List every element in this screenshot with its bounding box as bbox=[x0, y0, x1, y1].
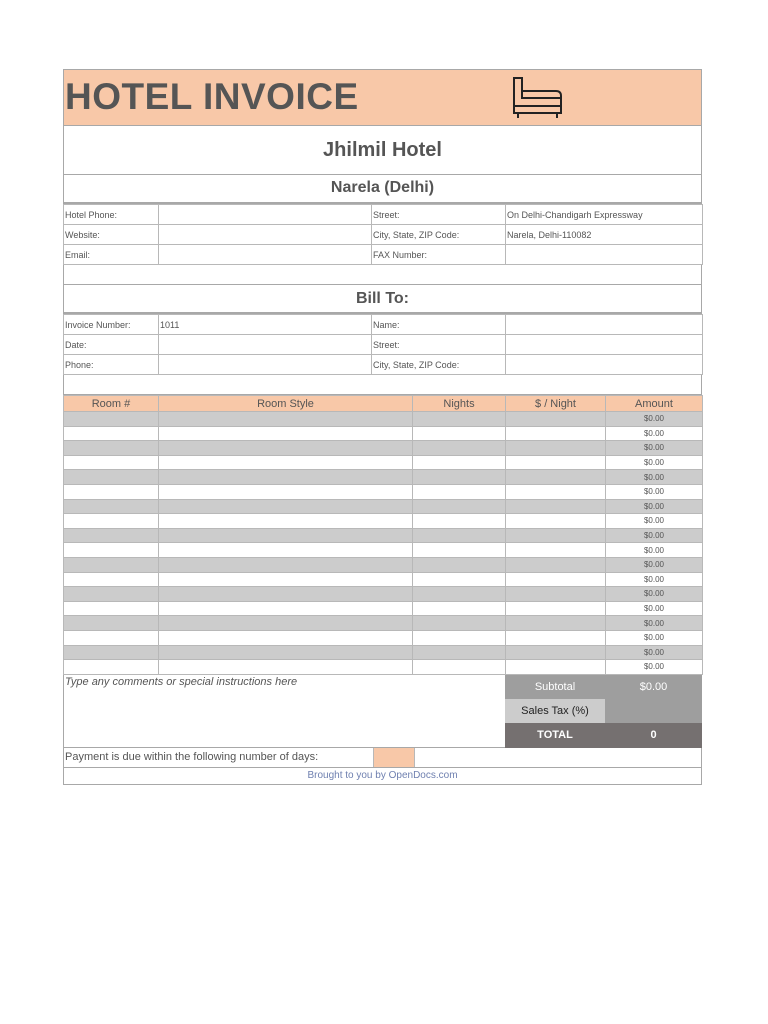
rate-cell[interactable] bbox=[506, 441, 606, 456]
amount-cell: $0.00 bbox=[606, 470, 703, 485]
amount-cell: $0.00 bbox=[606, 499, 703, 514]
bill-to-heading: Bill To: bbox=[63, 285, 702, 314]
summary-section bbox=[63, 675, 702, 748]
item-row bbox=[64, 470, 703, 485]
room-style-cell[interactable] bbox=[159, 470, 413, 485]
nights-cell[interactable] bbox=[413, 412, 506, 427]
item-row bbox=[64, 499, 703, 514]
rate-cell[interactable] bbox=[506, 412, 606, 427]
totals-panel bbox=[505, 675, 702, 748]
field-label: Website: bbox=[64, 225, 159, 245]
sales-tax-row bbox=[505, 699, 702, 723]
nights-cell[interactable] bbox=[413, 484, 506, 499]
field-label: Street: bbox=[372, 335, 506, 355]
column-header: Amount bbox=[606, 396, 703, 412]
items-table bbox=[63, 395, 703, 675]
nights-cell[interactable] bbox=[413, 630, 506, 645]
nights-cell[interactable] bbox=[413, 543, 506, 558]
item-row bbox=[64, 528, 703, 543]
room-number-cell[interactable] bbox=[64, 470, 159, 485]
item-row bbox=[64, 616, 703, 631]
customer-name-field[interactable] bbox=[506, 315, 703, 335]
rate-cell[interactable] bbox=[506, 455, 606, 470]
room-style-cell[interactable] bbox=[159, 484, 413, 499]
amount-cell: $0.00 bbox=[606, 645, 703, 660]
fax-field[interactable] bbox=[506, 245, 703, 265]
nights-cell[interactable] bbox=[413, 455, 506, 470]
nights-cell[interactable] bbox=[413, 601, 506, 616]
field-label: Phone: bbox=[64, 355, 159, 375]
field-label: Date: bbox=[64, 335, 159, 355]
nights-cell[interactable] bbox=[413, 572, 506, 587]
amount-cell: $0.00 bbox=[606, 441, 703, 456]
bill-to-table bbox=[63, 314, 703, 375]
bill-to-row bbox=[64, 315, 703, 335]
room-number-cell[interactable] bbox=[64, 587, 159, 602]
amount-cell: $0.00 bbox=[606, 630, 703, 645]
opendocs-link[interactable]: Brought to you by OpenDocs.com bbox=[307, 769, 458, 781]
nights-cell[interactable] bbox=[413, 441, 506, 456]
room-style-cell[interactable] bbox=[159, 514, 413, 529]
rate-cell[interactable] bbox=[506, 514, 606, 529]
item-row bbox=[64, 630, 703, 645]
item-row bbox=[64, 587, 703, 602]
footer-credit bbox=[63, 768, 702, 785]
invoice-header bbox=[63, 69, 702, 126]
room-style-cell[interactable] bbox=[159, 660, 413, 675]
room-style-cell[interactable] bbox=[159, 645, 413, 660]
street-field[interactable]: On Delhi-Chandigarh Expressway bbox=[506, 205, 703, 225]
field-label: FAX Number: bbox=[372, 245, 506, 265]
payment-terms-label: Payment is due within the following number of days: bbox=[65, 750, 319, 763]
room-number-cell[interactable] bbox=[64, 426, 159, 441]
rate-cell[interactable] bbox=[506, 601, 606, 616]
item-row bbox=[64, 601, 703, 616]
phone-field[interactable] bbox=[159, 355, 372, 375]
room-style-cell[interactable] bbox=[159, 441, 413, 456]
amount-cell: $0.00 bbox=[606, 514, 703, 529]
column-header: Room # bbox=[64, 396, 159, 412]
hotel-info-row bbox=[64, 245, 703, 265]
room-number-cell[interactable] bbox=[64, 543, 159, 558]
room-style-cell[interactable] bbox=[159, 528, 413, 543]
rate-cell[interactable] bbox=[506, 470, 606, 485]
hotel-info-table bbox=[63, 204, 703, 265]
room-style-cell[interactable] bbox=[159, 412, 413, 427]
item-row bbox=[64, 557, 703, 572]
invoice-title: HOTEL INVOICE bbox=[65, 76, 359, 117]
rate-cell[interactable] bbox=[506, 572, 606, 587]
item-row bbox=[64, 543, 703, 558]
amount-cell: $0.00 bbox=[606, 616, 703, 631]
comments-field[interactable]: Type any comments or special instructions here bbox=[63, 675, 505, 748]
amount-cell: $0.00 bbox=[606, 412, 703, 427]
amount-cell: $0.00 bbox=[606, 572, 703, 587]
customer-city-field[interactable] bbox=[506, 355, 703, 375]
bill-to-row bbox=[64, 355, 703, 375]
room-number-cell[interactable] bbox=[64, 441, 159, 456]
payment-days-field[interactable] bbox=[373, 748, 415, 767]
item-row bbox=[64, 572, 703, 587]
room-number-cell[interactable] bbox=[64, 412, 159, 427]
item-row bbox=[64, 514, 703, 529]
hotel-info-row bbox=[64, 225, 703, 245]
item-row bbox=[64, 645, 703, 660]
item-row bbox=[64, 455, 703, 470]
rate-cell[interactable] bbox=[506, 616, 606, 631]
room-number-cell[interactable] bbox=[64, 660, 159, 675]
customer-street-field[interactable] bbox=[506, 335, 703, 355]
bed-icon bbox=[512, 76, 564, 120]
nights-cell[interactable] bbox=[413, 528, 506, 543]
date-field[interactable] bbox=[159, 335, 372, 355]
room-number-cell[interactable] bbox=[64, 514, 159, 529]
payment-terms-row bbox=[63, 748, 702, 768]
room-style-cell[interactable] bbox=[159, 426, 413, 441]
amount-cell: $0.00 bbox=[606, 543, 703, 558]
nights-cell[interactable] bbox=[413, 470, 506, 485]
room-number-cell[interactable] bbox=[64, 499, 159, 514]
room-style-cell[interactable] bbox=[159, 630, 413, 645]
amount-cell: $0.00 bbox=[606, 528, 703, 543]
subtotal-value: $0.00 bbox=[639, 680, 668, 693]
field-label: Street: bbox=[372, 205, 506, 225]
room-style-cell[interactable] bbox=[159, 616, 413, 631]
bill-to-row bbox=[64, 335, 703, 355]
room-number-cell[interactable] bbox=[64, 528, 159, 543]
sales-tax-field[interactable] bbox=[605, 699, 702, 723]
spacer-row bbox=[63, 375, 702, 395]
rate-cell[interactable] bbox=[506, 426, 606, 441]
room-number-cell[interactable] bbox=[64, 455, 159, 470]
rate-cell[interactable] bbox=[506, 499, 606, 514]
rate-cell[interactable] bbox=[506, 587, 606, 602]
room-style-cell[interactable] bbox=[159, 587, 413, 602]
amount-cell: $0.00 bbox=[606, 455, 703, 470]
room-number-cell[interactable] bbox=[64, 616, 159, 631]
nights-cell[interactable] bbox=[413, 557, 506, 572]
hotel-location: Narela (Delhi) bbox=[63, 175, 702, 204]
column-header: Room Style bbox=[159, 396, 413, 412]
item-row bbox=[64, 412, 703, 427]
subtotal-label: Subtotal bbox=[534, 680, 576, 693]
items-body bbox=[64, 412, 703, 675]
spacer-row bbox=[63, 265, 702, 285]
field-label: City, State, ZIP Code: bbox=[372, 355, 506, 375]
amount-cell: $0.00 bbox=[606, 484, 703, 499]
amount-cell: $0.00 bbox=[606, 601, 703, 616]
total-value: 0 bbox=[650, 729, 657, 742]
column-header: $ / Night bbox=[506, 396, 606, 412]
amount-cell: $0.00 bbox=[606, 587, 703, 602]
nights-cell[interactable] bbox=[413, 499, 506, 514]
amount-cell: $0.00 bbox=[606, 660, 703, 675]
rate-cell[interactable] bbox=[506, 645, 606, 660]
item-row bbox=[64, 441, 703, 456]
column-header: Nights bbox=[413, 396, 506, 412]
amount-cell: $0.00 bbox=[606, 426, 703, 441]
rate-cell[interactable] bbox=[506, 660, 606, 675]
room-style-cell[interactable] bbox=[159, 572, 413, 587]
nights-cell[interactable] bbox=[413, 587, 506, 602]
room-number-cell[interactable] bbox=[64, 630, 159, 645]
amount-cell: $0.00 bbox=[606, 557, 703, 572]
room-style-cell[interactable] bbox=[159, 601, 413, 616]
room-style-cell[interactable] bbox=[159, 557, 413, 572]
room-number-cell[interactable] bbox=[64, 572, 159, 587]
nights-cell[interactable] bbox=[413, 426, 506, 441]
hotel-info-row bbox=[64, 205, 703, 225]
subtotal-row bbox=[505, 675, 702, 699]
field-label: City, State, ZIP Code: bbox=[372, 225, 506, 245]
invoice-sheet bbox=[63, 69, 702, 785]
rate-cell[interactable] bbox=[506, 484, 606, 499]
rate-cell[interactable] bbox=[506, 557, 606, 572]
field-label: Hotel Phone: bbox=[64, 205, 159, 225]
rate-cell[interactable] bbox=[506, 543, 606, 558]
rate-cell[interactable] bbox=[506, 630, 606, 645]
room-number-cell[interactable] bbox=[64, 645, 159, 660]
nights-cell[interactable] bbox=[413, 616, 506, 631]
room-style-cell[interactable] bbox=[159, 543, 413, 558]
sales-tax-label: Sales Tax (%) bbox=[521, 705, 589, 718]
room-number-cell[interactable] bbox=[64, 484, 159, 499]
nights-cell[interactable] bbox=[413, 514, 506, 529]
room-style-cell[interactable] bbox=[159, 499, 413, 514]
city-state-zip-field[interactable]: Narela, Delhi-110082 bbox=[506, 225, 703, 245]
email-field[interactable] bbox=[159, 245, 372, 265]
hotel-name: Jhilmil Hotel bbox=[63, 126, 702, 175]
total-row bbox=[505, 723, 702, 747]
total-label: TOTAL bbox=[537, 729, 573, 742]
item-row bbox=[64, 426, 703, 441]
nights-cell[interactable] bbox=[413, 660, 506, 675]
hotel-phone-field[interactable] bbox=[159, 205, 372, 225]
item-row bbox=[64, 484, 703, 499]
field-label: Invoice Number: bbox=[64, 315, 159, 335]
rate-cell[interactable] bbox=[506, 528, 606, 543]
field-label: Email: bbox=[64, 245, 159, 265]
website-field[interactable] bbox=[159, 225, 372, 245]
nights-cell[interactable] bbox=[413, 645, 506, 660]
items-header-row bbox=[64, 396, 703, 412]
invoice-number-field[interactable]: 1011 bbox=[159, 315, 372, 335]
field-label: Name: bbox=[372, 315, 506, 335]
room-number-cell[interactable] bbox=[64, 601, 159, 616]
item-row bbox=[64, 660, 703, 675]
room-number-cell[interactable] bbox=[64, 557, 159, 572]
room-style-cell[interactable] bbox=[159, 455, 413, 470]
